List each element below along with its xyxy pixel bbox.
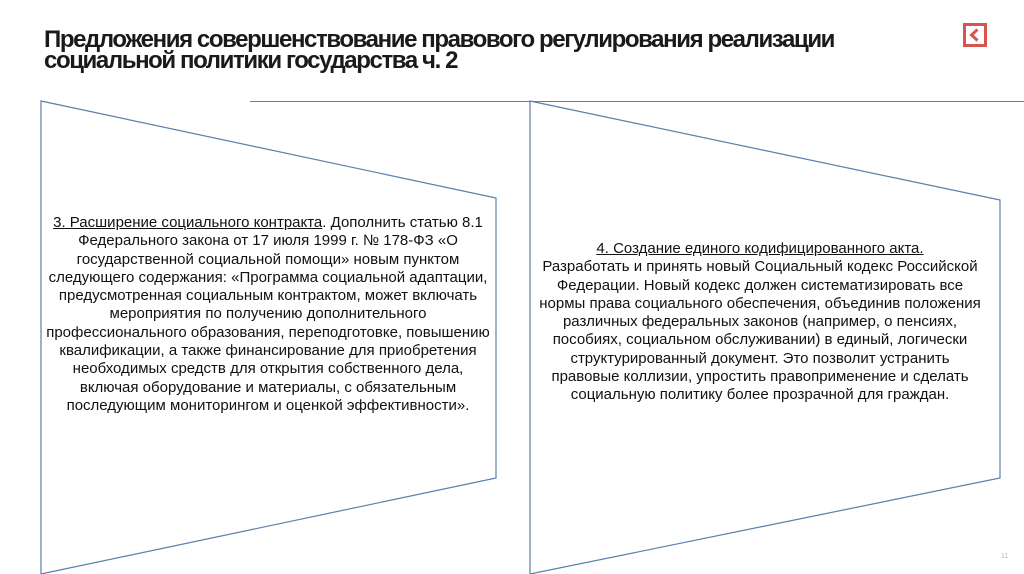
right-panel-heading: 4. Создание единого кодифицированного акта.	[596, 240, 924, 257]
page-number: 11	[1001, 553, 1009, 560]
right-panel-body: Разработать и принять новый Социальный кодекс Российской Федерации. Новый кодекс должен систематизировать все нормы права социального обеспечения, объединив положения различных федеральных законов (например, о пенсиях, пособиях, социальном обслуживании) в единый, логически структурированный документ. Это позволит устранить правовые коллизии, упростить правоприменение и сделать социальную политику более прозрачной для граждан.	[539, 258, 981, 404]
left-panel-body: . Дополнить статью 8.1 Федерального закона от 17 июля 1999 г. № 178-ФЗ «О государственной социальной помощи» новым пунктом следующего содержания: «Программа социальной адаптации, предусмотренная социальным контрактом, может включать мероприятия по получению дополнительного профессионального образования, переподготовке, повышению квалификации, а также финансирование для приобретения необходимых средств для открытия собственного дела, включая оборудование и материалы, с обязательным последующим мониторингом и оценкой эффективности».	[46, 214, 490, 414]
left-panel-heading: 3. Расширение социального контракта	[53, 214, 323, 231]
slide-title-line-1: Предложения совершенствование правового регулирования реализации	[44, 26, 835, 53]
slide-title-line-2: социальной политики государства ч. 2	[44, 47, 458, 74]
left-panel-text	[46, 214, 490, 415]
right-panel-text	[536, 240, 984, 405]
